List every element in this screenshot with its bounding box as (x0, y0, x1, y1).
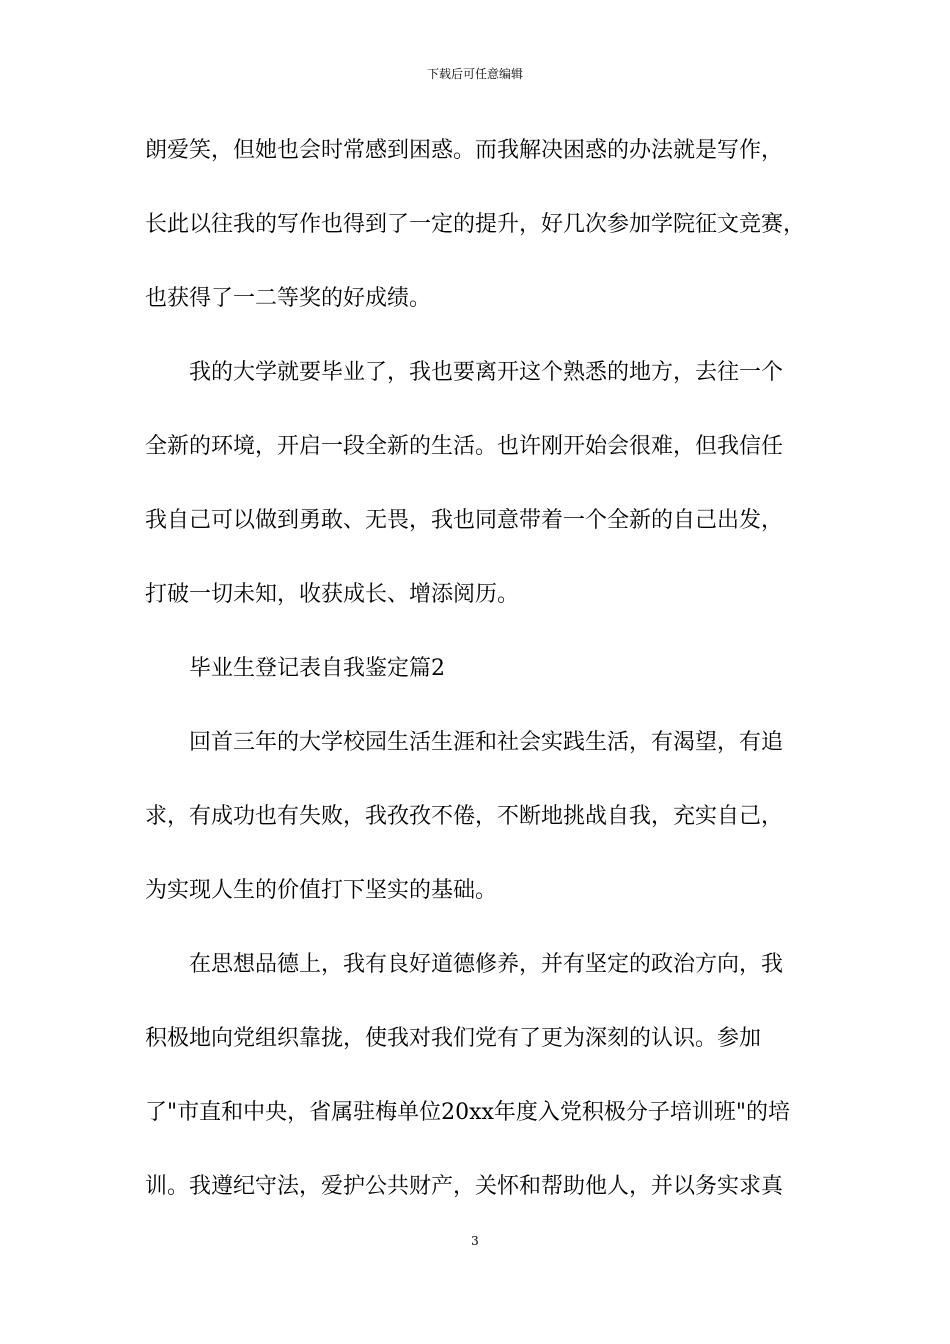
text-line: 长此以往我的写作也得到了一定的提升，好几次参加学院征文竞赛， (145, 212, 806, 237)
text-line: 全新的环境，开启一段全新的生活。也许刚开始会很难，但我信任 (145, 434, 784, 459)
paragraph-start-line: 我的大学就要毕业了，我也要离开这个熟悉的地方，去往一个 (189, 360, 784, 385)
paragraph-start-line: 在思想品德上，我有良好道德修养，并有坚定的政治方向，我 (189, 952, 784, 977)
text-line: 为实现人生的价值打下坚实的基础。 (145, 878, 498, 903)
text-line: 积极地向党组织靠拢，使我对我们党有了更为深刻的认识。参加 (145, 1026, 762, 1051)
text-line: 训。我遵纪守法，爱护公共财产，关怀和帮助他人，并以务实求真 (145, 1174, 784, 1199)
page-number: 3 (471, 1234, 479, 1248)
text-line: 求，有成功也有失败，我孜孜不倦，不断地挑战自我，充实自己， (145, 804, 784, 829)
page-header: 下载后可任意编辑 (426, 67, 523, 81)
text-line: 了"市直和中央，省属驻梅单位20xx年度入党积极分子培训班"的培 (145, 1100, 791, 1125)
document-body (145, 128, 815, 1238)
text-line: 朗爱笑，但她也会时常感到困惑。而我解决困惑的办法就是写作， (145, 138, 784, 163)
text-line: 我自己可以做到勇敢、无畏，我也同意带着一个全新的自己出发， (145, 508, 784, 533)
section-heading: 毕业生登记表自我鉴定篇2 (189, 656, 445, 681)
text-line: 打破一切未知，收获成长、增添阅历。 (145, 582, 520, 607)
text-line: 也获得了一二等奖的好成绩。 (145, 286, 432, 311)
paragraph-start-line: 回首三年的大学校园生活生涯和社会实践生活，有渴望，有追 (189, 730, 784, 755)
